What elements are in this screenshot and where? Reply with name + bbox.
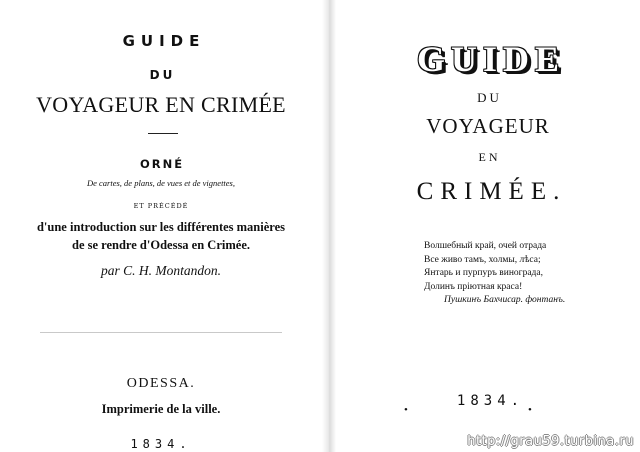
- epigraph-line: Волшебный край, очей отрада: [424, 241, 547, 251]
- left-printer: Imprimerie de la ville.: [101, 402, 221, 416]
- book-gutter: [322, 0, 336, 452]
- left-precede-label: ET PRÉCÉDÉ: [133, 202, 189, 210]
- left-year: 1834.: [130, 437, 192, 451]
- left-author: par C. H. Montandon.: [100, 263, 221, 278]
- left-du-label: DU: [149, 68, 176, 82]
- left-orne-label: ORNÉ: [139, 157, 185, 171]
- left-intro-line-2: de se rendre d'Odessa en Crimée.: [72, 238, 250, 252]
- right-year: 1834.: [456, 393, 525, 409]
- epigraph: [424, 240, 565, 308]
- epigraph-attribution: Пушкинъ Бахчисар. фонтанъ.: [444, 295, 566, 305]
- left-illustrations-line: De cartes, de plans, de vues et de vignettes,: [87, 178, 235, 188]
- right-crimee-title: CRIMÉE.: [416, 178, 567, 205]
- right-title-page: [336, 0, 640, 452]
- left-title-rule: [148, 133, 178, 134]
- left-page-divider: [40, 332, 282, 333]
- right-guide-heading: GUIDE: [416, 39, 566, 79]
- left-guide-heading: GUIDE: [122, 32, 206, 50]
- right-en-label: EN: [478, 150, 501, 164]
- year-ornament-left: •: [404, 404, 408, 416]
- left-intro-line-1: d'une introduction sur les différentes manières: [36, 220, 286, 234]
- right-voyageur-title: VOYAGEUR: [426, 114, 550, 138]
- year-ornament-right: •: [528, 404, 532, 416]
- left-city: ODESSA.: [126, 376, 196, 391]
- right-du-label: DU: [477, 90, 502, 105]
- epigraph-line: Долинъ пріютная краса!: [424, 281, 523, 292]
- epigraph-line: Все живо тамъ, холмы, лѣса;: [424, 254, 541, 265]
- source-watermark: http://grau59.turbina.ru: [467, 434, 634, 449]
- left-main-title: VOYAGEUR EN CRIMÉE: [36, 92, 286, 117]
- epigraph-line: Янтарь и пурпуръ винограда,: [424, 268, 543, 278]
